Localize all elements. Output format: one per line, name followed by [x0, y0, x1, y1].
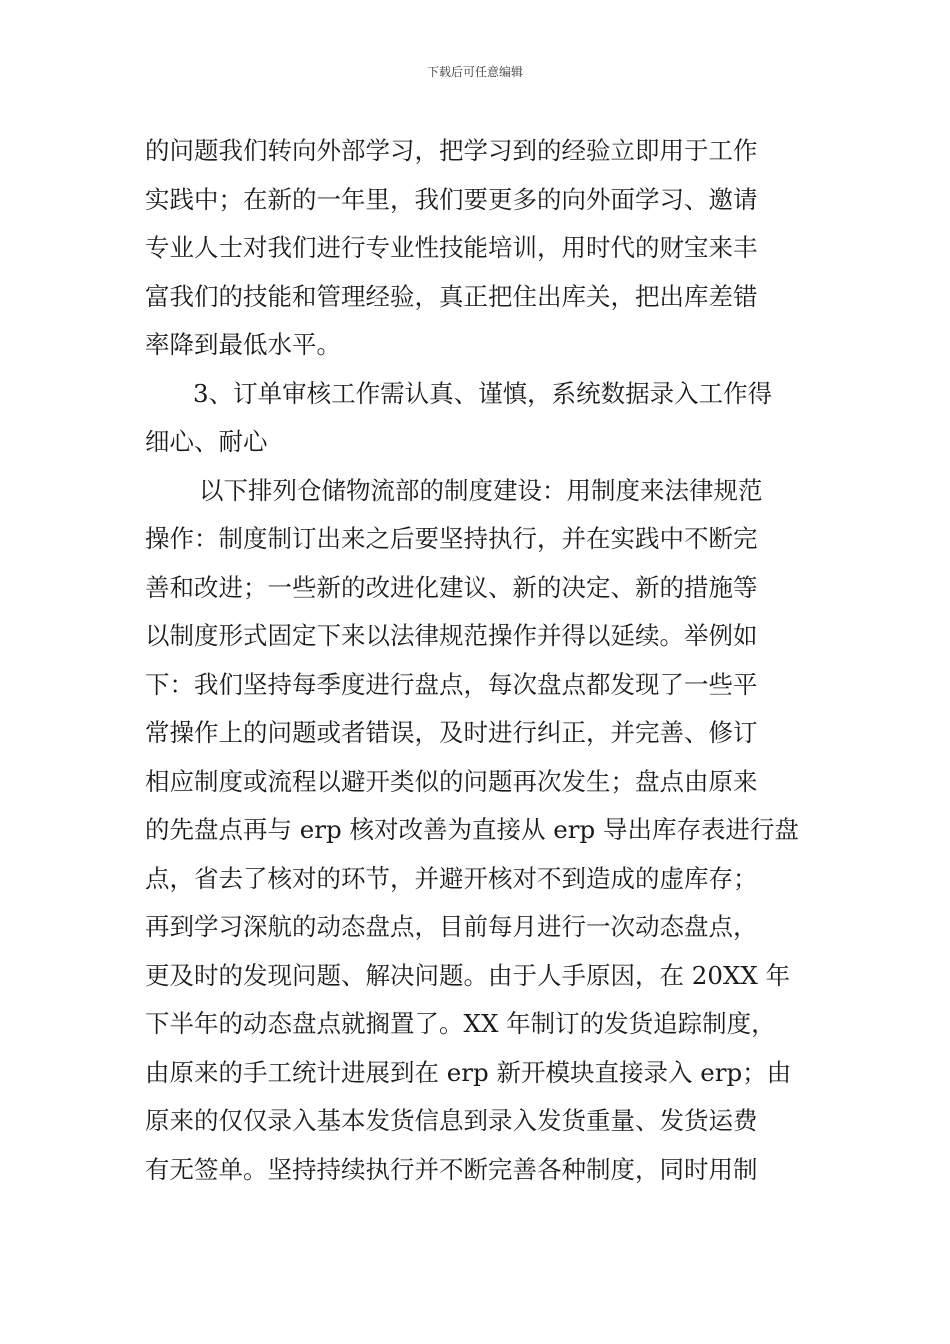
body-line: 以下排列仓储物流部的制度建设：用制度来法律规范 — [199, 475, 763, 505]
body-line: 以制度形式固定下来以法律规范操作并得以延续。举例如 — [145, 621, 758, 650]
body-line: 善和改进；一些新的改进化建议、新的决定、新的措施等 — [145, 572, 758, 602]
body-line: 操作：制度制订出来之后要坚持执行，并在实践中不断完 — [145, 524, 758, 553]
body-line: 率降到最低水平。 — [145, 330, 341, 359]
body-line: 再到学习深航的动态盘点，目前每月进行一次动态盘点， — [145, 912, 758, 941]
body-line: 实践中；在新的一年里，我们要更多的向外面学习、邀请 — [145, 184, 758, 214]
body-line: 常操作上的问题或者错误，及时进行纠正，并完善、修订 — [145, 718, 758, 747]
document-body — [145, 127, 810, 1194]
body-line: 点，省去了核对的环节，并避开核对不到造成的虚库存； — [145, 863, 758, 893]
page-header: 下载后可任意编辑 — [426, 65, 523, 79]
body-line: 由原来的手工统计进展到在 erp 新开模块直接录入 erp；由 — [145, 1057, 792, 1087]
body-line: 更及时的发现问题、解决问题。由于人手原因，在 20XX 年 — [145, 960, 791, 990]
body-line: 的问题我们转向外部学习，把学习到的经验立即用于工作 — [145, 136, 758, 165]
section-heading-line: 细心、耐心 — [145, 427, 268, 456]
body-line: 原来的仅仅录入基本发货信息到录入发货重量、发货运费 — [145, 1106, 758, 1135]
body-line: 下半年的动态盘点就搁置了。XX 年制订的发货追踪制度， — [145, 1009, 776, 1038]
body-line: 相应制度或流程以避开类似的问题再次发生；盘点由原来 — [145, 766, 758, 796]
body-line: 的先盘点再与 erp 核对改善为直接从 erp 导出库存表进行盘 — [145, 815, 799, 844]
body-line: 富我们的技能和管理经验，真正把住出库关，把出库差错 — [145, 281, 758, 311]
body-line: 下：我们坚持每季度进行盘点，每次盘点都发现了一些平 — [145, 669, 758, 699]
body-line: 专业人士对我们进行专业性技能培训，用时代的财宝来丰 — [145, 233, 758, 262]
body-line: 有无签单。坚持持续执行并不断完善各种制度，同时用制 — [145, 1154, 758, 1184]
section-heading-line: 3、订单审核工作需认真、谨慎，系统数据录入工作得 — [193, 378, 773, 408]
